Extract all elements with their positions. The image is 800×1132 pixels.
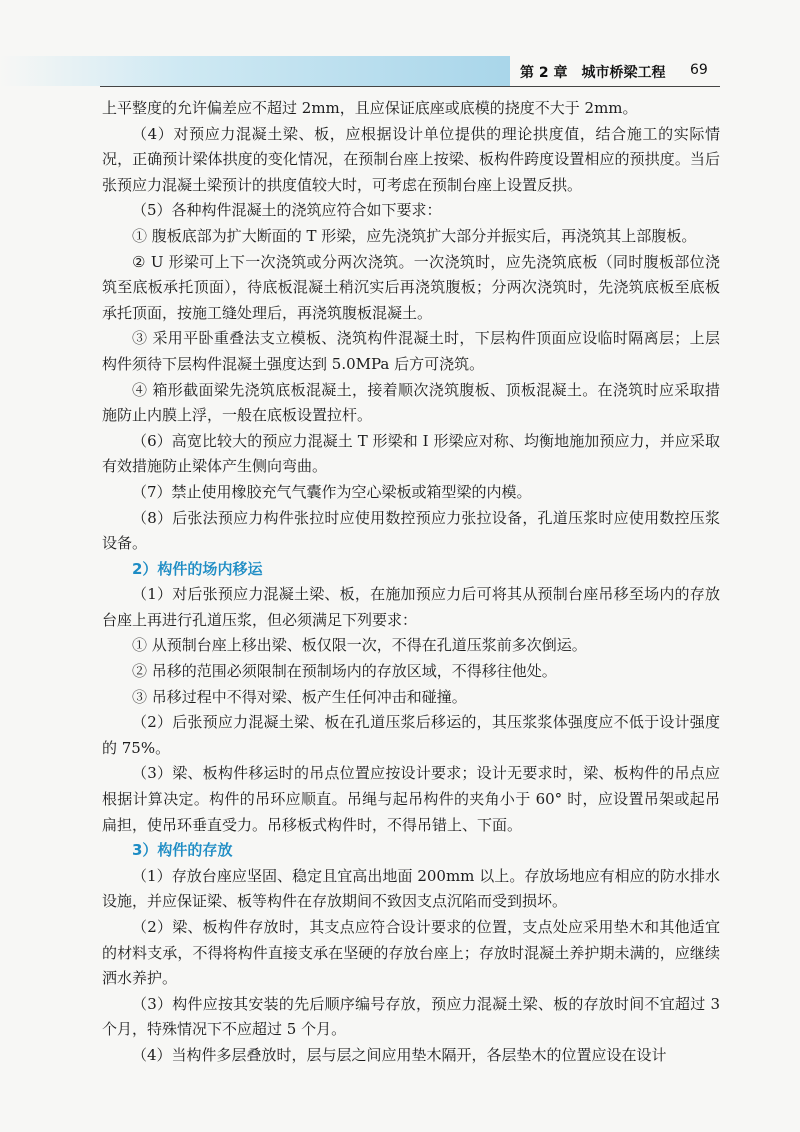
body-paragraph: （3）构件应按其安装的先后顺序编号存放，预应力混凝土梁、板的存放时间不宜超过 3 个月，特殊情况下不应超过 5 个月。 [102,994,720,1039]
body-paragraph: （7）禁止使用橡胶充气气囊作为空心梁板或箱型梁的内模。 [132,482,532,501]
page-body [102,96,720,1069]
header-color-band [0,56,510,86]
body-paragraph: （2）梁、板构件存放时，其支点应符合设计要求的位置，支点处应采用垫木和其他适宜的材料支承，不得将构件直接支承在坚硬的存放台座上；存放时混凝土养护期未满的，应继续洒水养护。 [102,918,720,988]
body-paragraph: ② U 形梁可上下一次浇筑或分两次浇筑。一次浇筑时，应先浇筑底板（同时腹板部位浇筑至底板承托顶面），待底板混凝土稍沉实后再浇筑腹板；分两次浇筑时，先浇筑底板至底板承托顶面，按施工缝处理后，再浇筑腹板混凝土。 [102,252,720,322]
body-paragraph: ③ 采用平卧重叠法支立模板、浇筑构件混凝土时，下层构件顶面应设临时隔离层；上层构件须待下层构件混凝土强度达到 5.0MPa 后方可浇筑。 [102,329,720,373]
body-paragraph: （8）后张法预应力构件张拉时应使用数控预应力张拉设备，孔道压浆时应使用数控压浆设备。 [102,508,720,553]
body-paragraph: （1）对后张预应力混凝土梁、板，在施加预应力后可将其从预制台座吊移至场内的存放台座上再进行孔道压浆，但必须满足下列要求： [102,585,720,629]
page-number: 69 [690,62,708,78]
body-paragraph: ④ 箱形截面梁先浇筑底板混凝土，接着顺次浇筑腹板、顶板混凝土。在浇筑时应采取措施防止内膜上浮，一般在底板设置拉杆。 [102,380,720,425]
body-paragraph: 上平整度的允许偏差应不超过 2mm，且应保证底座或底模的挠度不大于 2mm。 [102,99,638,117]
chapter-title: 第 2 章 城市桥梁工程 [520,65,666,81]
body-paragraph: （4）当构件多层叠放时，层与层之间应用垫木隔开，各层垫木的位置应设在设计 [132,1045,667,1064]
body-paragraph: ① 从预制台座上移出梁、板仅限一次，不得在孔道压浆前多次倒运。 [132,636,587,655]
body-paragraph: （5）各种构件混凝土的浇筑应符合如下要求： [132,201,442,220]
header-rule [100,86,720,87]
body-paragraph: （4）对预应力混凝土梁、板，应根据设计单位提供的理论拱度值，结合施工的实际情况，正确预计梁体拱度的变化情况，在预制台座上按梁、板构件跨度设置相应的预拱度。当后张预应力混凝土梁预计的拱度值较大时，可考虑在预制台座上设置反拱。 [102,124,720,194]
body-paragraph: ③ 吊移过程中不得对梁、板产生任何冲击和碰撞。 [132,687,467,706]
body-paragraph: （6）高宽比较大的预应力混凝土 T 形梁和 I 形梁应对称、均衡地施加预应力，并应采取有效措施防止梁体产生侧向弯曲。 [102,431,720,476]
running-header [0,56,800,86]
body-paragraph: （1）存放台座应坚固、稳定且宜高出地面 200mm 以上。存放场地应有相应的防水排水设施，并应保证梁、板等构件在存放期间不致因支点沉陷而受到损坏。 [102,866,720,911]
section-heading: 2）构件的场内移运 [132,559,263,578]
body-paragraph: （3）梁、板构件移运时的吊点位置应按设计要求；设计无要求时，梁、板构件的吊点应根据计算决定。构件的吊环应顺直。吊绳与起吊构件的夹角小于 60° 时，应设置吊架或起吊扁担，使吊环垂直受力。吊移板式构件时，不得吊错上、下面。 [102,764,720,834]
section-heading: 3）构件的存放 [132,841,233,860]
body-paragraph: ① 腹板底部为扩大断面的 T 形梁，应先浇筑扩大部分并振实后，再浇筑其上部腹板。 [132,226,697,245]
body-paragraph: ② 吊移的范围必须限制在预制场内的存放区域，不得移往他处。 [132,662,557,681]
body-paragraph: （2）后张预应力混凝土梁、板在孔道压浆后移运的，其压浆浆体强度应不低于设计强度的 75%。 [102,713,720,757]
